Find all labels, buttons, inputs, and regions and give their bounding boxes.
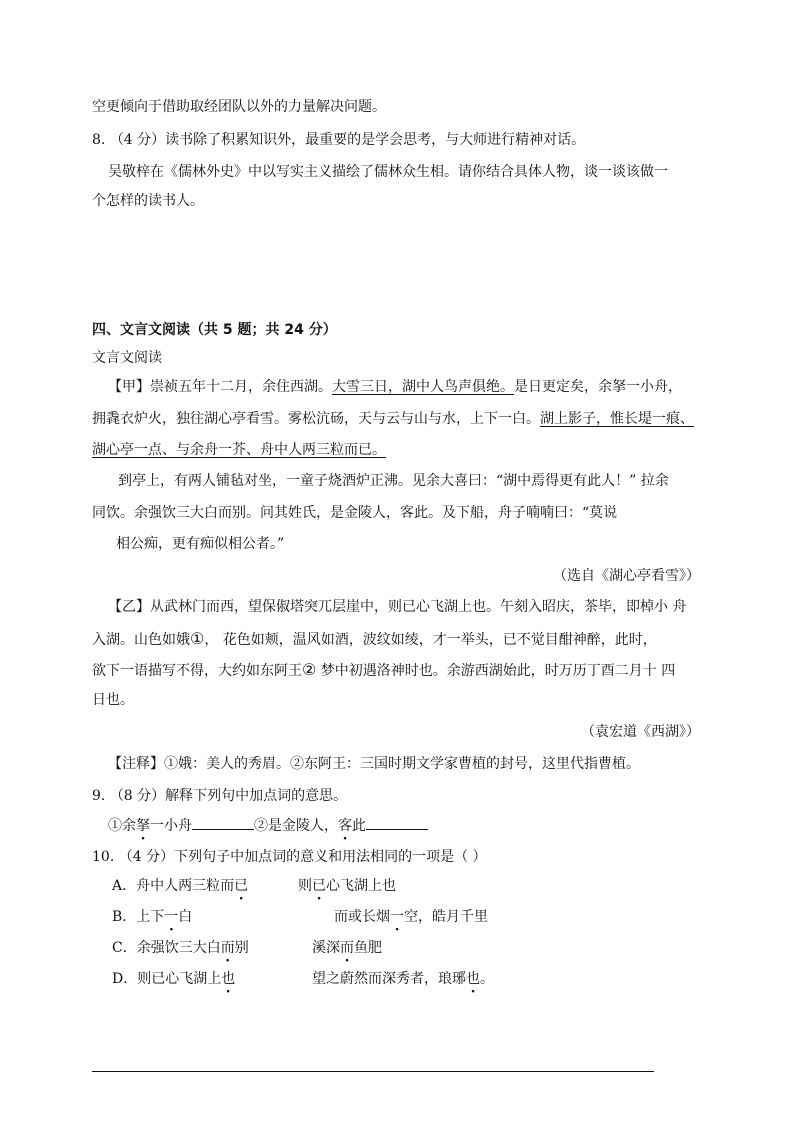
jia-line-1	[108, 377, 682, 397]
option-right	[312, 938, 382, 958]
option-left-dotted: 已	[234, 878, 249, 894]
jia-para2-line-3: 相公痴，更有痴似相公者。”	[116, 536, 285, 552]
q9-text: 解释下列句中加点词的意思。	[165, 788, 348, 804]
option-right-dotted: 也	[466, 971, 480, 987]
yi-line-1	[108, 597, 686, 617]
q10-option-d[interactable]	[112, 969, 494, 989]
q9-item-1-dotted: 拏	[136, 818, 150, 834]
jia-line-3: 湖心亭一点、与余舟一芥、舟中人两三粒而已。	[92, 442, 386, 458]
annotation-mark-2: ②	[302, 660, 317, 679]
yi-line-3	[92, 660, 675, 681]
jia-line-2	[92, 409, 694, 429]
yi-text-3a: 欲下一语描写不得，大约如东阿王	[92, 663, 302, 679]
option-left-dotted: 也	[221, 971, 236, 987]
q10-option-a[interactable]	[112, 876, 396, 896]
option-label: B．	[112, 909, 137, 925]
yi-tag: 【乙】	[108, 599, 150, 615]
q9-line	[92, 786, 347, 806]
jia-text-1c: 是日更定矣，余拏一小舟，	[514, 379, 682, 395]
jia-underlined-1: 大雪三日，湖中人鸟声俱绝。	[332, 379, 514, 395]
q8-body-2: 个怎样的读书人。	[92, 193, 204, 209]
jia-text-1a: 崇祯五年十二月，余住西湖。	[150, 379, 332, 395]
note-tag: 【注释】	[108, 756, 164, 772]
q8-line	[92, 130, 585, 150]
option-right	[312, 969, 494, 989]
option-right	[334, 907, 488, 927]
option-left-text: 上下	[136, 909, 165, 925]
q10-text: 下列句子中加点词的意义和用法相同的一项是（ ）	[174, 849, 487, 865]
option-label: C．	[112, 940, 137, 956]
q9-item-1: ①余	[108, 818, 136, 834]
option-left-dotted: 而	[220, 940, 235, 956]
yi-text-3b: 梦中初遇洛神时也。余游西湖始此，时万历丁酉二月十 四	[316, 663, 676, 679]
option-left-dotted: 一	[164, 909, 179, 925]
yi-source: （袁宏道《西湖》）	[581, 724, 700, 740]
option-label: D．	[112, 971, 138, 987]
q9-number: 9.	[92, 788, 106, 804]
annotation-mark-1: ①	[190, 629, 205, 648]
option-left-rest: 别	[234, 940, 249, 956]
yi-text-2b: ， 花色如颊，温风如酒，波纹如绫，才一举头，已不觉目酣神醉，此时，	[204, 632, 657, 648]
note-text: ①娥：美人的秀眉。②东阿王：三国时期文学家曹植的封号，这里代指曹植。	[164, 756, 640, 772]
option-right-rest: 。	[480, 971, 494, 987]
q9-item-2-rest: 此	[352, 818, 366, 834]
yi-text-1: 从武林门而西，望保俶塔突兀层崖中，则已心飞湖上也。午刻入昭庆，茶毕，即棹小 舟	[150, 599, 687, 615]
section-4-subtitle: 文言文阅读	[92, 350, 162, 366]
option-right-rest: 空，皓月千里	[404, 909, 488, 925]
jia-text-2a: 拥毳衣炉火，独往湖心亭看雪。雾松沆砀，天与云与山与水，上下一白。	[92, 411, 540, 427]
q9-blank-2[interactable]	[366, 815, 428, 830]
q8-text: 读书除了积累知识外，最重要的是学会思考，与大师进行精神对话。	[165, 132, 586, 148]
yi-text-2a: 入湖。山色如娥	[92, 632, 190, 648]
note-line	[108, 754, 640, 774]
q8-body-1: 吴敬梓在《儒林外史》中以写实主义描绘了儒林众生相。请你结合具体人物，谈一谈该做一	[108, 164, 668, 180]
q9-score: （8 分）	[109, 788, 166, 804]
option-right	[298, 876, 396, 896]
q9-items	[108, 815, 428, 836]
option-left-text: 余强饮三大白	[136, 940, 221, 956]
q9-item-2-dotted: 客	[338, 818, 352, 834]
option-label: A．	[112, 878, 137, 894]
q10-option-b[interactable]	[112, 907, 488, 927]
q10-option-c[interactable]	[112, 938, 382, 958]
option-right-rest: 鱼肥	[354, 940, 382, 956]
footer-divider	[92, 1071, 654, 1072]
yi-line-4: 日也。	[92, 692, 134, 708]
option-right-dotted: 而	[340, 940, 354, 956]
q10-number: 10.	[92, 849, 115, 865]
option-right-text: 溪深	[312, 940, 340, 956]
jia-source: （选自《湖心亭看雪》）	[553, 568, 700, 584]
section-4-title: 四、文言文阅读（共 5 题；共 24 分）	[92, 322, 337, 338]
option-left-text: 舟中人两三粒而	[136, 878, 235, 894]
jia-tag: 【甲】	[108, 379, 150, 395]
q9-item-1-rest: 一小舟	[150, 818, 192, 834]
option-right-text: 而或长烟	[334, 909, 390, 925]
q7-tail: 空更倾向于借助取经团队以外的力量解决问题。	[92, 99, 386, 115]
q10-line	[92, 847, 487, 867]
option-left-rest: 白	[178, 909, 193, 925]
jia-para2-line-1: 到亭上，有两人铺毡对坐，一童子烧酒炉正沸。见余大喜曰：“湖中焉得更有此人！” 拉余	[118, 473, 669, 489]
option-left-text: 则已心飞湖上	[137, 971, 222, 987]
q9-blank-1[interactable]	[192, 815, 254, 830]
option-right-dotted: 一	[390, 909, 404, 925]
option-right-text: 则	[298, 878, 312, 894]
option-right-text: 望之蔚然而深秀者，琅琊	[312, 971, 466, 987]
option-right-dotted: 已	[312, 878, 326, 894]
jia-underlined-2: 湖上影子，惟长堤一痕、	[540, 411, 694, 427]
q9-item-2: ②是金陵人，	[254, 818, 338, 834]
jia-para2-line-2: 同饮。余强饮三大白而别。问其姓氏，是金陵人，客此。及下船，舟子喃喃曰：“莫说	[92, 505, 618, 521]
option-right-rest: 心飞湖上也	[326, 878, 396, 894]
yi-line-2	[92, 629, 657, 650]
q10-score: （4 分）	[118, 849, 175, 865]
q8-score: （4 分）	[109, 132, 166, 148]
q8-number: 8.	[92, 132, 106, 148]
